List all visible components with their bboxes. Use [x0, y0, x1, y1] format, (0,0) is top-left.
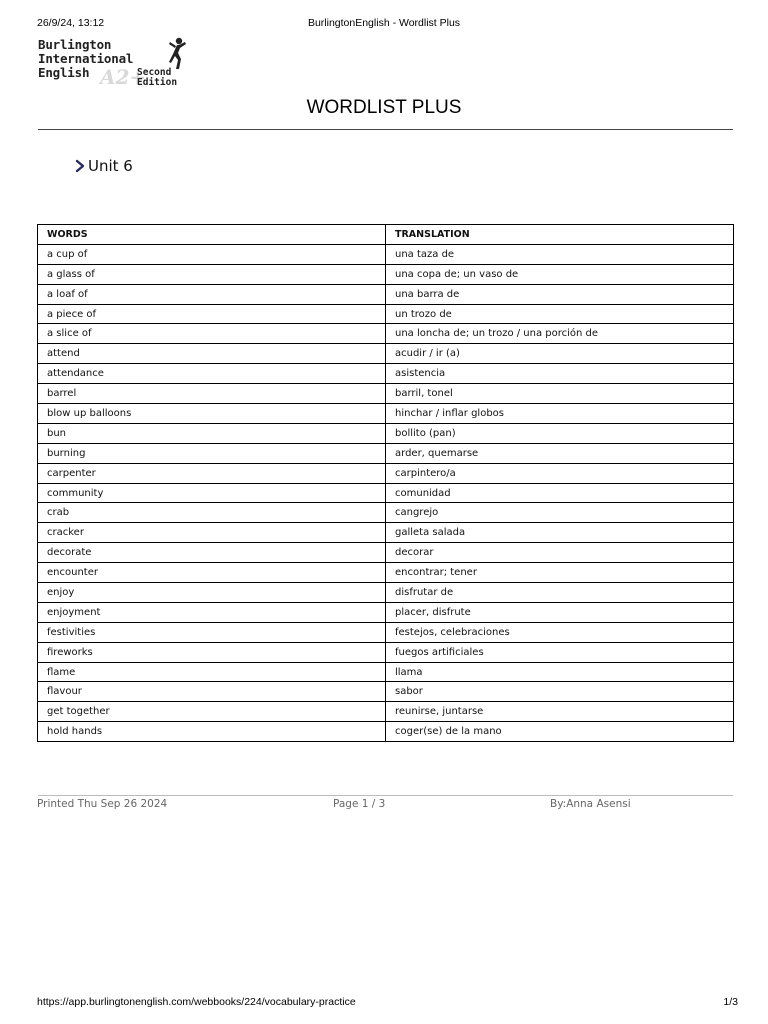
table-row	[38, 583, 734, 603]
word-cell: festivities	[38, 622, 386, 642]
translation-cell: decorar	[386, 543, 734, 563]
unit-heading[interactable]	[75, 157, 133, 175]
word-cell: enjoy	[38, 583, 386, 603]
print-title: BurlingtonEnglish - Wordlist Plus	[307, 17, 461, 29]
word-cell: a slice of	[38, 324, 386, 344]
word-cell: blow up balloons	[38, 404, 386, 424]
table-row	[38, 722, 734, 742]
table-row	[38, 563, 734, 583]
table-row	[38, 702, 734, 722]
logo-level: A2+	[100, 65, 147, 89]
word-cell: enjoyment	[38, 602, 386, 622]
word-cell: cracker	[38, 523, 386, 543]
word-cell: attendance	[38, 364, 386, 384]
table-body	[38, 244, 734, 741]
logo-line-3: English	[38, 65, 90, 80]
translation-cell: galleta salada	[386, 523, 734, 543]
word-cell: encounter	[38, 563, 386, 583]
translation-cell: reunirse, juntarse	[386, 702, 734, 722]
table-row	[38, 344, 734, 364]
table-row	[38, 483, 734, 503]
word-cell: hold hands	[38, 722, 386, 742]
translation-cell: asistencia	[386, 364, 734, 384]
table-row	[38, 244, 734, 264]
translation-cell: una copa de; un vaso de	[386, 264, 734, 284]
translation-cell: bollito (pan)	[386, 423, 734, 443]
logo-line-1: Burlington	[38, 37, 112, 52]
logo-line-2: International	[38, 51, 134, 66]
table-row	[38, 384, 734, 404]
translation-cell: una barra de	[386, 284, 734, 304]
translation-cell: acudir / ir (a)	[386, 344, 734, 364]
translation-cell: cangrejo	[386, 503, 734, 523]
table-row	[38, 523, 734, 543]
translation-cell: carpintero/a	[386, 463, 734, 483]
column-header-translation: TRANSLATION	[386, 225, 734, 245]
page-title: WORDLIST PLUS	[306, 97, 462, 118]
word-cell: a glass of	[38, 264, 386, 284]
word-cell: a loaf of	[38, 284, 386, 304]
table-row	[38, 264, 734, 284]
translation-cell: disfrutar de	[386, 583, 734, 603]
wordlist-table	[37, 224, 734, 742]
table-row	[38, 543, 734, 563]
jumping-figure-icon	[161, 36, 191, 70]
word-cell: fireworks	[38, 642, 386, 662]
table-row	[38, 423, 734, 443]
chevron-right-icon	[75, 159, 85, 173]
logo-edition-line-2: Edition	[137, 77, 178, 88]
translation-cell: barril, tonel	[386, 384, 734, 404]
word-cell: flavour	[38, 682, 386, 702]
table-row	[38, 642, 734, 662]
translation-cell: sabor	[386, 682, 734, 702]
translation-cell: encontrar; tener	[386, 563, 734, 583]
print-page-number: 1/3	[723, 996, 738, 1008]
translation-cell: un trozo de	[386, 304, 734, 324]
word-cell: get together	[38, 702, 386, 722]
page-indicator: Page 1 / 3	[333, 798, 386, 810]
word-cell: decorate	[38, 543, 386, 563]
footer-divider	[38, 795, 733, 796]
word-cell: carpenter	[38, 463, 386, 483]
print-header	[0, 17, 768, 31]
word-cell: burning	[38, 443, 386, 463]
table-row	[38, 284, 734, 304]
unit-label: Unit 6	[88, 157, 133, 175]
word-cell: a piece of	[38, 304, 386, 324]
translation-cell: una loncha de; un trozo / una porción de	[386, 324, 734, 344]
table-row	[38, 602, 734, 622]
logo-edition	[137, 68, 177, 88]
word-cell: a cup of	[38, 244, 386, 264]
table-row	[38, 682, 734, 702]
translation-cell: comunidad	[386, 483, 734, 503]
translation-cell: fuegos artificiales	[386, 642, 734, 662]
translation-cell: arder, quemarse	[386, 443, 734, 463]
table-row	[38, 622, 734, 642]
printed-date: Printed Thu Sep 26 2024	[37, 798, 168, 810]
column-header-words: WORDS	[38, 225, 386, 245]
table-row	[38, 503, 734, 523]
word-cell: flame	[38, 662, 386, 682]
table-row	[38, 304, 734, 324]
translation-cell: hinchar / inflar globos	[386, 404, 734, 424]
word-cell: community	[38, 483, 386, 503]
translation-cell: una taza de	[386, 244, 734, 264]
table-row	[38, 443, 734, 463]
translation-cell: llama	[386, 662, 734, 682]
table-row	[38, 404, 734, 424]
author-label: By:Anna Asensi	[550, 798, 631, 810]
word-cell: attend	[38, 344, 386, 364]
burlington-logo	[38, 38, 198, 90]
table-header-row	[38, 225, 734, 245]
table-row	[38, 463, 734, 483]
table-row	[38, 662, 734, 682]
word-cell: bun	[38, 423, 386, 443]
translation-cell: coger(se) de la mano	[386, 722, 734, 742]
translation-cell: festejos, celebraciones	[386, 622, 734, 642]
table-row	[38, 324, 734, 344]
logo-edition-line-1: Second	[137, 67, 172, 78]
print-url: https://app.burlingtonenglish.com/webbooks/224/vocabulary-practice	[37, 996, 356, 1008]
word-cell: crab	[38, 503, 386, 523]
word-cell: barrel	[38, 384, 386, 404]
table-row	[38, 364, 734, 384]
print-date: 26/9/24, 13:12	[37, 17, 105, 29]
translation-cell: placer, disfrute	[386, 602, 734, 622]
title-divider	[38, 129, 733, 130]
